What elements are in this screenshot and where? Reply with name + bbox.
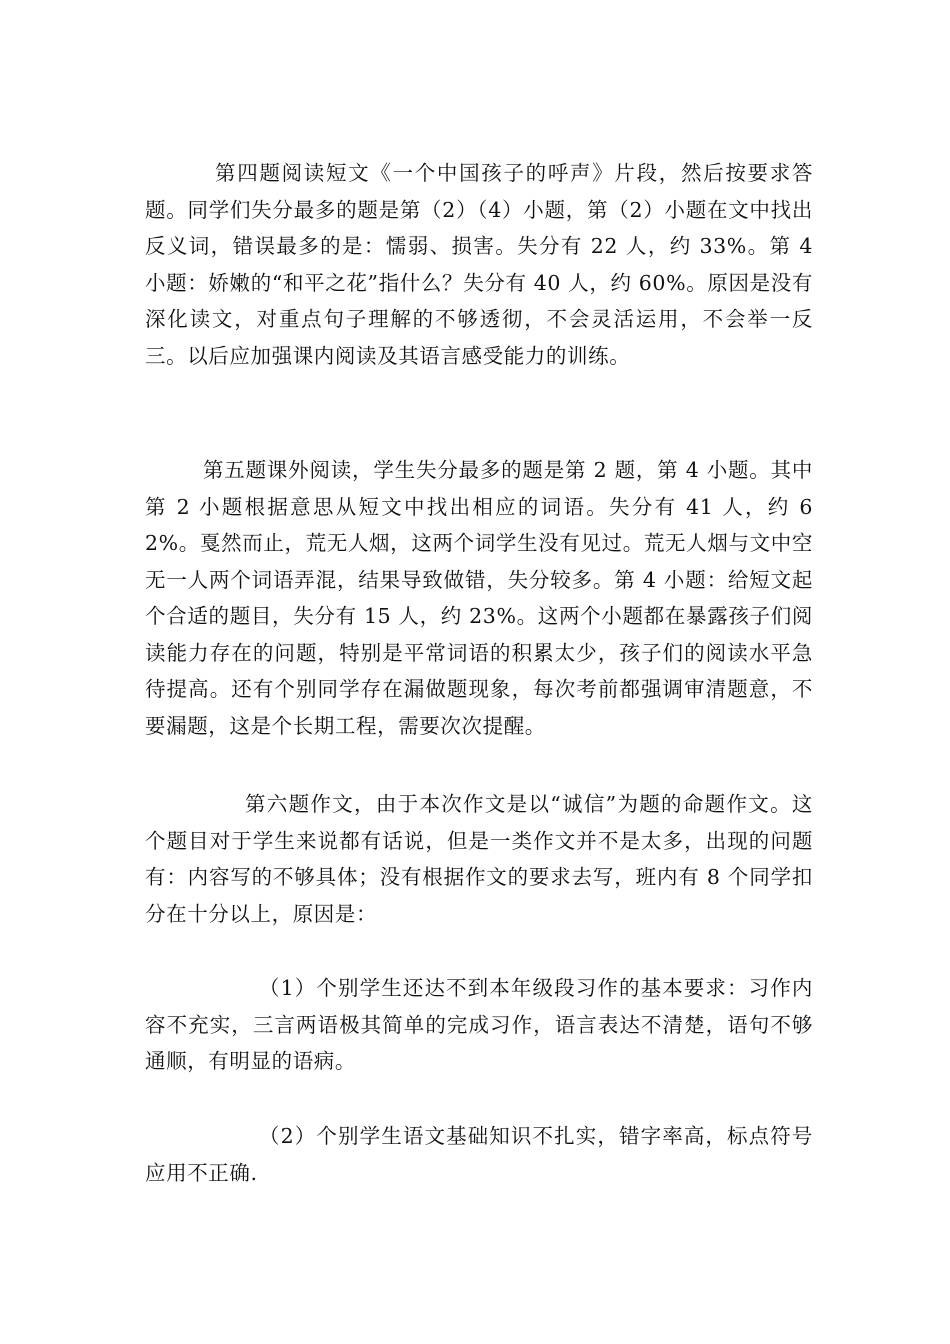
paragraph-reason-two: （2）个别学生语文基础知识不扎实，错字率高，标点符号应用不正确. [145,1124,813,1185]
paragraph-question-four-analysis: 第四题阅读短文《一个中国孩子的呼声》片段，然后按要求答题。同学们失分最多的题是第（2）（4）小题，第（2）小题在文中找出反义词，错误最多的是：懦弱、损害。失分有 22 人，约 33%。第 4 小题：娇嫩的“和平之花”指什么？失分有 40 人，约 60%。原因是没有深化读文，对重点句子理解的不够透彻，不会灵活运用，不会举一反三。以后应加强课内阅读及其语言感受能力的训练。 [145,161,813,368]
paragraph-question-six-composition: 第六题作文，由于本次作文是以“诚信”为题的命题作文。这个题目对于学生来说都有话说，但是一类作文并不是太多，出现的问题有：内容写的不够具体；没有根据作文的要求去写，班内有 8 个同学扣分在十分以上，原因是： [145,792,813,926]
paragraph-question-five-analysis: 第五题课外阅读，学生失分最多的题是第 2 题，第 4 小题。其中第 2 小题根据意思从短文中找出相应的词语。失分有 41 人，约 62%。戛然而止，荒无人烟，这两个词学生没有见过。荒无人烟与文中空无一人两个词语弄混，结果导致做错，失分较多。第 4 小题：给短文起个合适的题目，失分有 15 人，约 23%。这两个小题都在暴露孩子们阅读能力存在的问题，特别是平常词语的积累太少，孩子们的阅读水平急待提高。还有个别同学存在漏做题现象，每次考前都强调审清题意，不要漏题，这是个长期工程，需要次次提醒。 [145,458,813,738]
paragraph-reason-one: （1）个别学生还达不到本年级段习作的基本要求：习作内容不充实，三言两语极其简单的完成习作，语言表达不清楚，语句不够通顺，有明显的语病。 [145,976,813,1073]
